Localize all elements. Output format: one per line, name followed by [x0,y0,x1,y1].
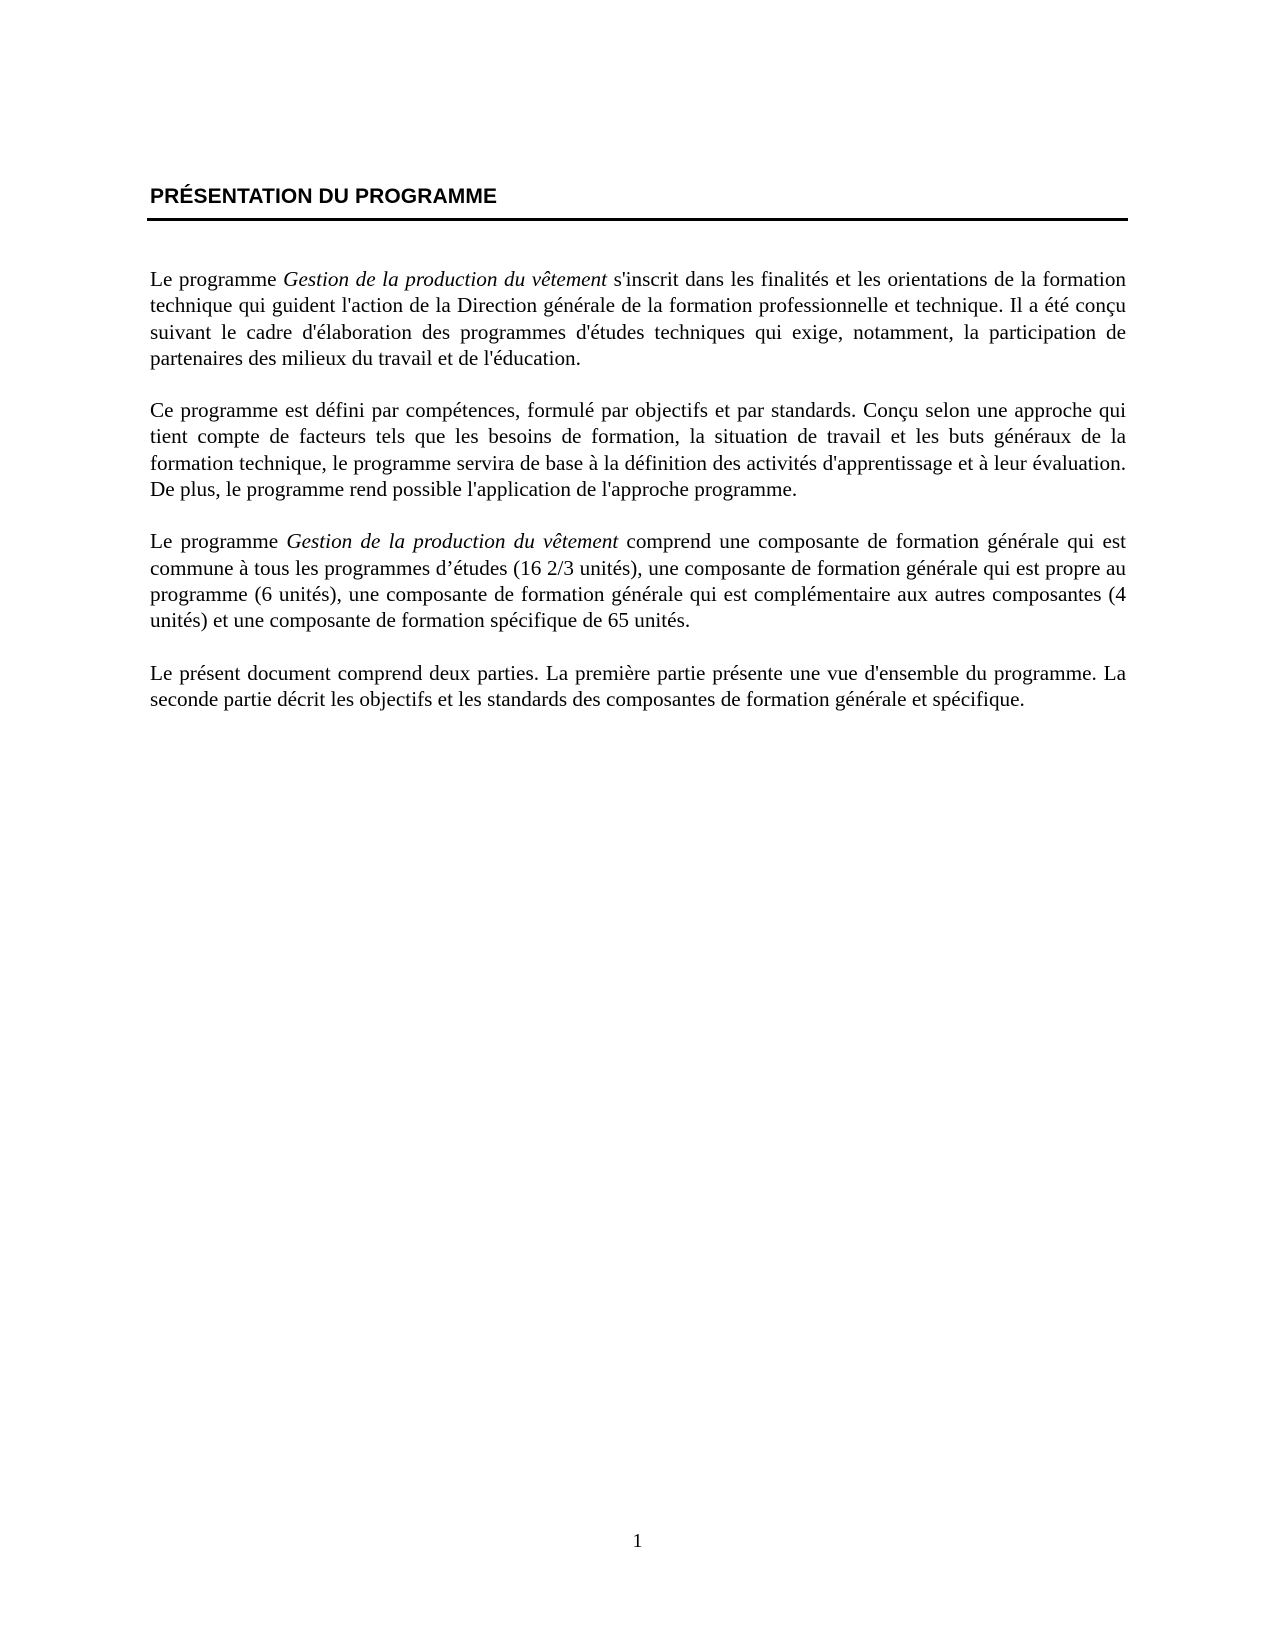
document-body [150,266,1126,738]
paragraph-3-text: comprend une composante de formation générale qui est commune à tous les programmes d’études (16 2/3 unités), une composante de formation générale qui est propre au programme (6 unités), une composante de formation générale qui est complémentaire aux autres composantes (4 unités) et une composante de formation spécifique de 65 unités. [150,529,1126,633]
paragraph-1 [150,266,1126,371]
page-number: 1 [632,1530,643,1552]
title-rule [147,218,1128,221]
paragraph-3 [150,528,1126,633]
paragraph-3-intro: Le programme [150,529,287,554]
paragraph-2: Ce programme est défini par compétences, formulé par objectifs et par standards. Conçu selon une approche qui tient compte de facteurs tels que les besoins de formation, la situation de travail et les buts généraux de la formation technique, le programme servira de base à la définition des activités d'apprentissage et à leur évaluation. De plus, le programme rend possible l'application de l'approche programme. [150,398,1126,502]
paragraph-1-intro: Le programme [150,267,284,291]
program-name-1: Gestion de la production du vêtement [283,267,608,291]
program-name-2: Gestion de la production du vêtement [286,529,619,554]
paragraph-4: Le présent document comprend deux parties. La première partie présente une vue d'ensemble du programme. La seconde partie décrit les objectifs et les standards des composantes de formation générale et spécifique. [150,660,1126,711]
paragraph-1-text: s'inscrit dans les finalités et les orientations de la formation technique qui guident l'action de la Direction générale de la formation professionnelle et technique. Il a été conçu suivant le cadre d'élaboration des programmes d'études techniques qui exige, notamment, la participation de partenaires des milieux du travail et de l'éducation. [150,267,1127,370]
page-title: PRÉSENTATION DU PROGRAMME [150,185,498,208]
